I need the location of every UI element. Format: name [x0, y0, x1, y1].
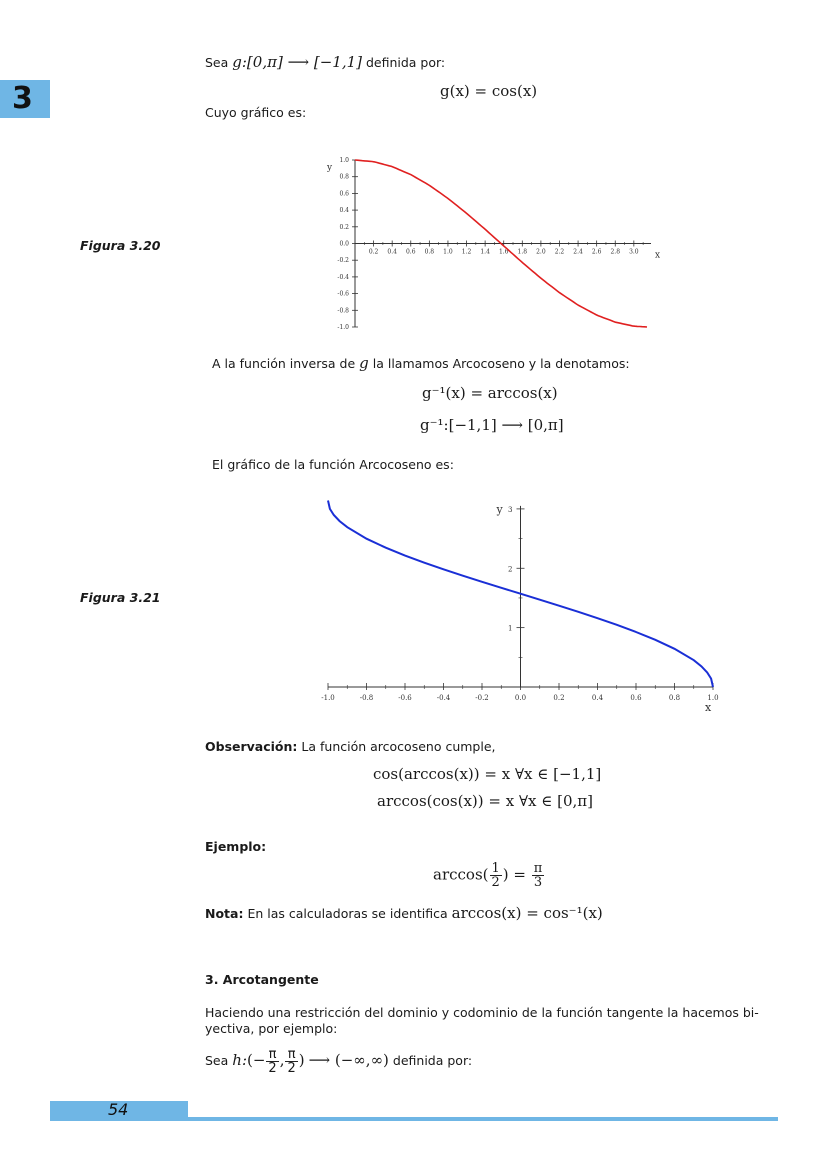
x-axis-label: x	[705, 701, 712, 714]
inverse-text	[212, 355, 630, 372]
figure-label-3-21: Figura 3.21	[80, 590, 161, 605]
h-frac-right	[285, 1048, 297, 1075]
ejemplo-arg-fraction	[490, 862, 502, 889]
ejemplo-formula: arccos( $\frac{1}{2}$ ) = $\frac{\pi}{3}$	[433, 861, 543, 890]
x-tick-label: 1.8	[517, 248, 528, 256]
observacion-text: La función arcocoseno cumple,	[301, 739, 496, 754]
y-tick-label: 1.0	[339, 157, 349, 164]
h-codomain: ⟶ (−∞,∞)	[308, 1051, 389, 1069]
inverse-formula-1: g⁻¹(x) = arccos(x)	[422, 384, 558, 402]
arccos-chart-plot	[321, 501, 718, 715]
x-tick-label: 2.2	[554, 248, 565, 256]
h-frac-left	[266, 1048, 278, 1075]
y-tick-label: 3	[508, 505, 513, 514]
cosine-chart	[315, 150, 665, 340]
y-tick-label: 0.8	[339, 173, 349, 181]
inverse-text-a: A la función inversa de	[212, 356, 356, 371]
observacion-eq-1: cos(arccos(x)) = x ∀x ∈ [−1,1]	[373, 765, 602, 783]
g-symbol: g	[359, 354, 369, 372]
x-tick-label: 0.0	[514, 694, 527, 702]
x-tick-label: 0.8	[424, 248, 435, 256]
x-tick-label: -0.6	[398, 694, 412, 702]
ejemplo-arccos: arccos	[433, 865, 483, 884]
x-tick-label: 0.4	[387, 248, 397, 256]
x-tick-label: 1.0	[443, 248, 453, 256]
nota-label: Nota:	[205, 906, 244, 921]
x-tick-label: 1.4	[480, 248, 490, 256]
y-tick-label: -1.0	[337, 324, 349, 331]
inverse-formula-2: g⁻¹:[−1,1] ⟶ [0,π]	[420, 416, 564, 434]
y-tick-label: 1	[508, 624, 513, 633]
y-tick-label: -0.4	[337, 273, 349, 281]
x-tick-label: 3.0	[629, 248, 639, 256]
definida-label: definida por:	[365, 55, 446, 70]
g-formula: g(x) = cos(x)	[440, 82, 538, 100]
right-numerator: π	[285, 1048, 297, 1062]
page-number: 54	[108, 1100, 129, 1119]
x-tick-label: 2.6	[591, 248, 602, 256]
result-numerator: π	[533, 861, 543, 876]
arg-numerator: 1	[491, 861, 500, 876]
y-tick-label: 0.0	[339, 240, 349, 248]
ejemplo-result-fraction	[532, 862, 545, 889]
right-denominator: 2	[287, 1061, 296, 1076]
cuyo-grafico-text: Cuyo gráfico es:	[205, 105, 307, 120]
arcotangente-para-line-1: Haciendo una restricción del dominio y codominio de la función tangente la hacemos bi-	[205, 1005, 759, 1020]
ejemplo-label	[205, 839, 266, 855]
nota-text: En las calculadoras se identifica	[247, 906, 448, 921]
x-tick-label: 1.2	[461, 248, 472, 256]
arccos-graph-intro: El gráfico de la función Arcocoseno es:	[212, 457, 454, 472]
x-tick-label: -0.2	[475, 694, 489, 702]
arcotangente-para-line-2: yectiva, por ejemplo:	[205, 1021, 338, 1036]
x-tick-label: 2.8	[610, 248, 621, 256]
y-tick-label: 2	[508, 565, 513, 574]
result-denominator: 3	[533, 875, 543, 890]
y-tick-label: -0.6	[337, 290, 349, 298]
y-tick-label: 0.4	[339, 207, 349, 215]
x-tick-label: 0.2	[368, 248, 379, 256]
x-tick-label: 0.6	[405, 248, 416, 256]
chapter-number: 3	[12, 81, 33, 116]
h-definition-line: Sea h:(− $\frac{\pi}{2}$ , $\frac{\pi}{2}$ ) ⟶ (−∞,∞) definida por:	[205, 1047, 473, 1076]
y-tick-label: 0.2	[339, 223, 349, 231]
observacion-line	[205, 739, 496, 755]
x-tick-label: 0.8	[668, 694, 681, 702]
nota-formula: arccos(x) = cos⁻¹(x)	[451, 904, 603, 922]
arcotangente-heading: 3. Arcotangente	[205, 972, 319, 987]
observacion-eq-2: arccos(cos(x)) = x ∀x ∈ [0,π]	[377, 792, 593, 810]
cosine-chart-plot	[326, 157, 660, 331]
sea-label: Sea	[205, 55, 229, 70]
x-axis-label: x	[655, 250, 661, 261]
definida-label: definida por:	[392, 1053, 473, 1068]
x-tick-label: 0.4	[591, 694, 604, 702]
y-tick-label: 0.6	[339, 190, 349, 198]
inverse-text-b: la llamamos Arcocoseno y la denotamos:	[372, 356, 630, 371]
footer-rule	[188, 1117, 778, 1121]
x-tick-label: -0.8	[359, 694, 374, 702]
y-axis-label: y	[496, 502, 503, 516]
arccos-chart	[310, 485, 730, 715]
x-tick-label: 2.4	[573, 248, 583, 256]
y-tick-label: -0.8	[337, 307, 349, 315]
left-numerator: π	[266, 1048, 278, 1062]
figure-label-3-20: Figura 3.20	[80, 238, 161, 253]
observacion-label: Observación:	[205, 739, 298, 754]
left-denominator: 2	[268, 1061, 277, 1076]
h-symbol: h:	[232, 1051, 247, 1069]
y-tick-label: -0.2	[337, 257, 349, 265]
nota-line	[205, 905, 603, 922]
g-definition: g:[0,π] ⟶ [−1,1]	[232, 53, 362, 71]
x-tick-label: -0.4	[436, 694, 451, 702]
arg-denominator: 2	[491, 875, 500, 890]
x-tick-label: 1.0	[707, 694, 719, 702]
sea-label: Sea	[205, 1053, 229, 1068]
x-tick-label: 1.6	[498, 248, 509, 256]
ejemplo-label-text: Ejemplo:	[205, 839, 267, 854]
y-axis-label: y	[327, 163, 333, 173]
chapter-tab	[0, 80, 50, 118]
x-tick-label: 2.0	[536, 248, 546, 256]
x-tick-label: 0.6	[630, 694, 642, 702]
x-tick-label: -1.0	[321, 694, 335, 702]
intro-line	[205, 54, 445, 71]
x-tick-label: 0.2	[553, 694, 565, 702]
